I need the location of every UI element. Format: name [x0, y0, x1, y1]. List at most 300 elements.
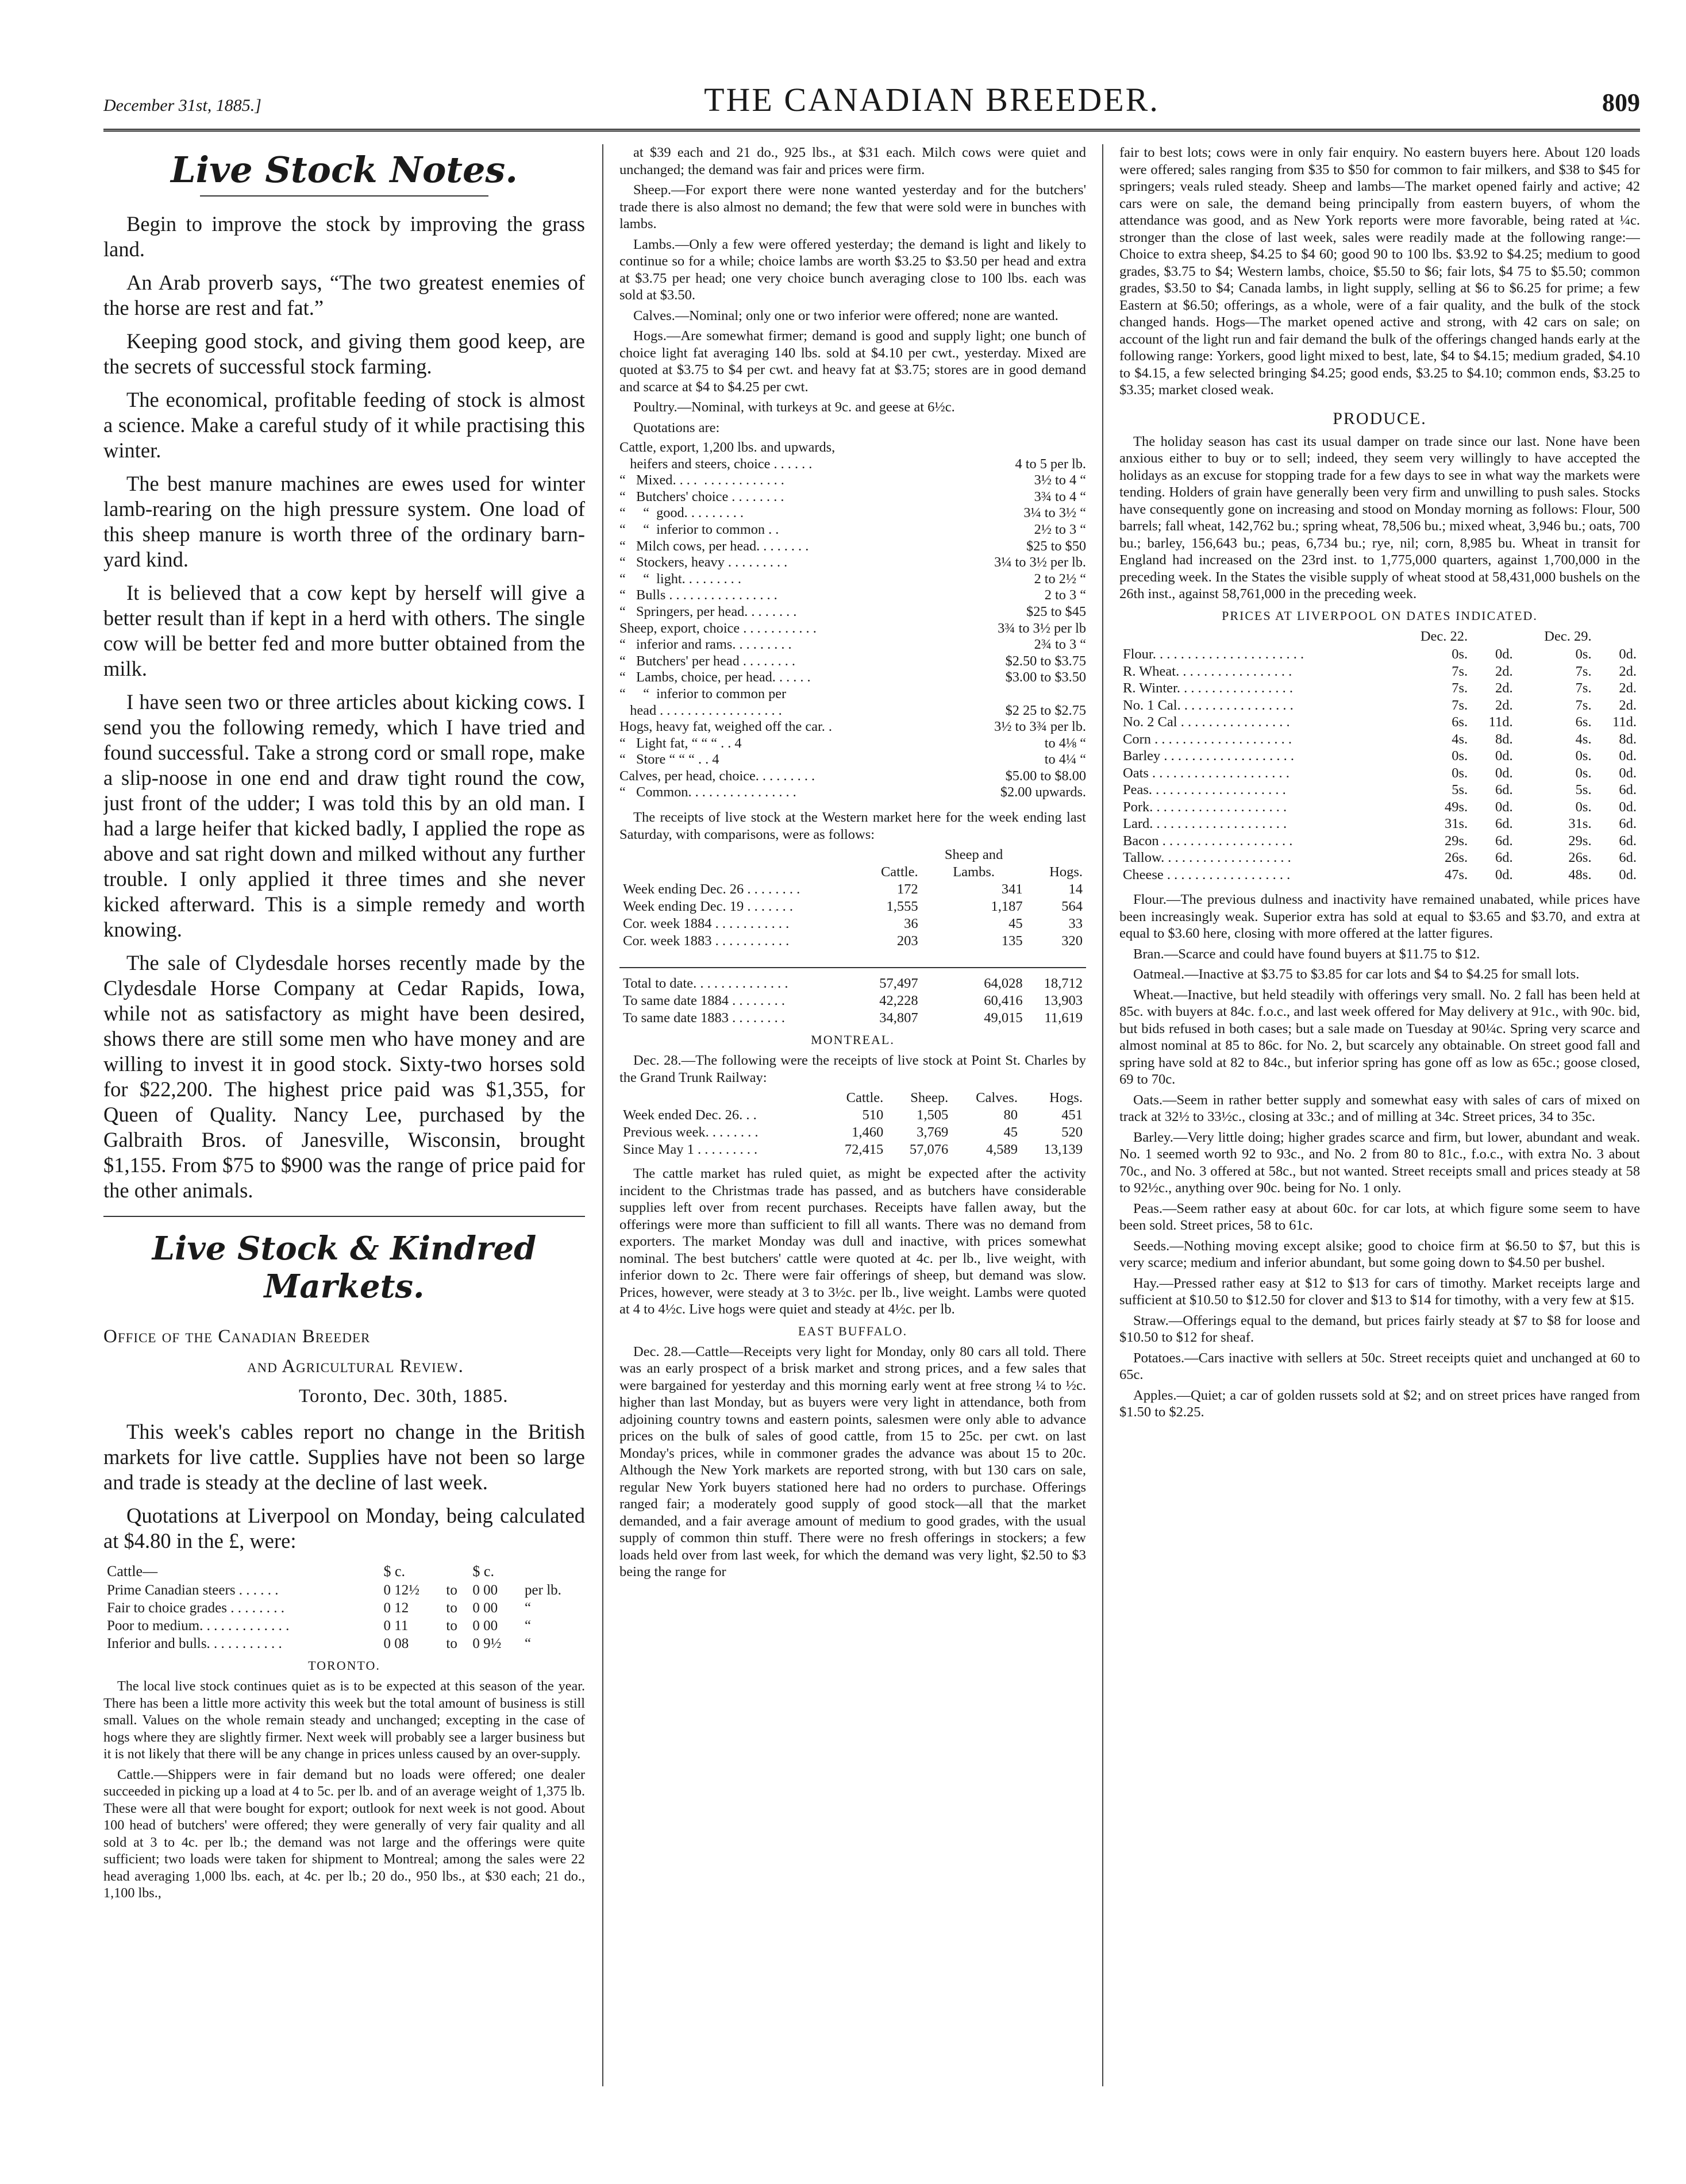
table-cell: 7s. — [1452, 680, 1468, 696]
table-cell: 80 — [1003, 1107, 1018, 1123]
table-cell: 6d. — [1495, 833, 1513, 849]
quote-value: $3.00 to $3.50 — [1005, 669, 1086, 685]
market-paragraph: Barley.—Very little doing; higher grades scarce and firm, but lower, abundant and weak. No. 1 seemed worth 92 to 93c., and No. 2 from 80 to 81c., f.o.c., with extra No. 3 about 70c., and No. 3 offered at 58c., but not wanted. Street receipts small and prices steady at 58 to 92½c., anything over 90c. being for No. 1 only. — [1119, 1129, 1640, 1196]
table-cell: Total to date. . . . . . . . . . . . . . — [619, 968, 861, 992]
table-cell: 203 — [896, 933, 918, 949]
table-cell: 6d. — [1495, 850, 1513, 865]
table-cell: 45 — [1003, 1124, 1018, 1141]
liverpool-cattle-table — [103, 1562, 585, 1653]
quote-line — [619, 621, 1086, 637]
table-header-row — [619, 1089, 1086, 1107]
quote-value: 2½ to 3 “ — [1034, 521, 1086, 537]
table-cell: per lb. — [525, 1582, 561, 1598]
table-cell: 320 — [1061, 933, 1083, 949]
quote-line — [619, 571, 1086, 588]
table-header: $ c. — [472, 1563, 494, 1580]
table-header — [1595, 628, 1640, 646]
quote-value: to 4¼ “ — [1044, 752, 1086, 768]
report-paragraph: fair to best lots; cows were in only fair enquiry. No eastern buyers here. About 120 loads were offered; sales ranging from $35 to $50 for common to fair milkers, and $38 to $45 for springers; veals ruled steady. Sheep and lambs—The market opened fairly and active; 42 cars were on sale, the demand being principally from eastern buyers, of whom the attendance was good, and as New York reports were more favorable, being rated at ¼c. stronger than the close of last week, sales were readily made at the following range:—Choice to extra sheep, $4.25 to $4 60; good 90 to 100 lbs. $3.92 to $4.25; medium to good grades, $3.75 to $4; Western lambs, choice, $5.50 to $6; fair lots, $4 75 to $5.50; common grades, $3.50 to $4; Canada lambs, in light supply, selling at $6 to $6.25 for prime; a few Eastern at $6.50; offerings, as a whole, were of a fair quality, and the bulk of the stock changed hands. Hogs—The market opened active and strong, with 42 cars on sale; on account of the light run and fair demand the bulk of the offerings changed hands early at the following range: Yorkers, good light mixed to best, late, $4 to $4.15; medium graded, $4.10 to $4.15, a few selected bringing $4.25; good ends, $3.25 to $4.10; common ends, $3.25 to $3.35; market closed weak. — [1119, 145, 1640, 398]
table-cell: “ — [525, 1600, 532, 1616]
table-cell: 57,076 — [909, 1142, 949, 1158]
quote-line — [619, 768, 1086, 785]
quote-line — [619, 456, 1086, 473]
table-cell: 29s. — [1445, 833, 1468, 849]
table-header: Sheep. — [910, 1090, 949, 1106]
market-paragraph: Peas.—Seem rather easy at about 60c. for car lots, at which figure some seem to have been sold. Street prices, 58 to 61c. — [1119, 1200, 1640, 1233]
table-cell: R. Wheat. . . . . . . . . . . . . . . . . — [1123, 663, 1292, 679]
table-header: Sheep and Lambs. — [944, 847, 1003, 880]
report-paragraph: Cattle.—Shippers were in fair demand but no loads were offered; one dealer succeeded in picking up a load at 4 to 5c. per lb. and of an average weight of 1,375 lb. These were all that were bought for export; outlook for next week is not good. About 100 head of butchers' were offered; they were generally of very fair quality and all sold at 3 to 4c. per lb.; the demand was not large and the offerings were quite sufficient; two loads were taken for shipment to Montreal; among the sales were 22 head averaging 1,000 lbs. each, at 4c. per lb.; 20 do., 950 lbs., at $30 each; 21 do., 1,100 lbs., — [103, 1766, 585, 1901]
table-cell: 6d. — [1619, 850, 1637, 865]
table-cell: Inferior and bulls. . . . . . . . . . . — [107, 1636, 282, 1651]
table-header: Dec. 22. — [1420, 628, 1468, 644]
table-cell: 45 — [1008, 916, 1023, 932]
note-paragraph: An Arab proverb says, “The two greatest enemies of the horse are rest and fat.” — [103, 271, 585, 319]
table-cell: 49,015 — [984, 1010, 1023, 1026]
table-header — [619, 1089, 822, 1107]
montreal-report: The cattle market has ruled quiet, as might be expected after the activity incident to the Christmas trade has passed, and as butchers have considerable supplies left over from recent purchases. Receipts have fallen away, but the offerings were more than sufficient to fill all wants. There was no demand from exporters. The market Monday was dull and inactive, with prices somewhat nominal. The best butchers' cattle were quoted at 4c. per lb., live weight, with inferior down to 2c. There were fair offerings of sheep, but demand was slow. Prices, however, were steady at 3 to 3½c. per lb., live weight. Lambs were quoted at 4 to 4½c. Live hogs were quiet and steady at 4½c. per lb. — [619, 1166, 1086, 1318]
office-line-2: and Agricultural Review. — [247, 1356, 464, 1377]
table-row — [1119, 815, 1640, 833]
quote-value: 3½ to 4 “ — [1034, 472, 1086, 488]
table-cell: 6d. — [1495, 816, 1513, 831]
table-row — [619, 1124, 1086, 1141]
table-cell: 3,769 — [917, 1124, 949, 1141]
table-cell: 18,712 — [1026, 968, 1086, 992]
table-cell: 7s. — [1575, 680, 1592, 696]
table-cell: 42,228 — [879, 993, 918, 1009]
table-cell: Tallow. . . . . . . . . . . . . . . . . . . — [1123, 850, 1291, 865]
table-row — [619, 1141, 1086, 1158]
table-cell: 1,505 — [917, 1107, 949, 1123]
table-cell: 13,139 — [1044, 1142, 1083, 1158]
table-cell: 135 — [1001, 933, 1023, 949]
table-cell: 8d. — [1619, 731, 1637, 747]
table-cell: 4,589 — [986, 1142, 1018, 1158]
quote-label: “ Store “ “ “ . . 4 — [619, 752, 719, 768]
quote-label: heifers and steers, choice . . . . . . — [619, 456, 813, 472]
table-row — [1119, 663, 1640, 680]
market-paragraph: Oatmeal.—Inactive at $3.75 to $3.85 for car lots and $4 to $4.25 for small lots. — [1133, 966, 1580, 982]
quote-value — [960, 686, 1086, 703]
quote-label: “ “ good. . . . . . . . . — [619, 505, 744, 521]
masthead-title: THE CANADIAN BREEDER. — [704, 81, 1160, 118]
table-cell: 34,807 — [879, 1010, 918, 1026]
table-cell: 7s. — [1452, 697, 1468, 713]
table-cell: 0d. — [1495, 646, 1513, 662]
table-cell: 0 00 — [472, 1582, 498, 1598]
quote-value: $25 to $45 — [1026, 603, 1086, 619]
live-stock-notes-heading: Live Stock Notes. — [171, 149, 518, 191]
table-cell: 7s. — [1575, 697, 1592, 713]
quote-value — [960, 440, 1086, 456]
quote-line — [619, 604, 1086, 621]
table-cell: 2d. — [1495, 663, 1513, 679]
table-row — [619, 898, 1086, 915]
quote-label: head . . . . . . . . . . . . . . . . . . — [619, 702, 782, 718]
table-cell: 11d. — [1488, 714, 1513, 730]
table-cell: 2d. — [1495, 680, 1513, 696]
table-cell: Cor. week 1884 . . . . . . . . . . . — [623, 916, 790, 932]
quote-value: $25 to $50 — [1026, 538, 1086, 554]
table-cell: 5s. — [1452, 782, 1468, 798]
east-buffalo-report: Dec. 28.—Cattle—Receipts very light for Monday, only 80 cars all told. There was an early prospect of a brisk market and strong prices, and a few sales that were bargained for yesterday and this morning early went at free strong ¼ to ½c. higher than last Monday, but as buyers were very light in attendance, both from adjoining country towns and eastern points, salesmen were only able to advance prices on the bulk of sales of good cattle, from 15 to 25c. per cwt. on last Monday's prices, while in commoner grades the advance was about 15 to 20c. Although the New York markets are reported strong, with but 130 cars on sale, regular New York buyers stationed here had no orders to purchase. Offerings ranged fair; a moderately good supply of good stock—all that the market demanded, and a fair average amount of medium to good grades, with the usual supply of common thin stuff. There were no fresh offerings in stockers; a few loads held over from last week, for which the demand was very light, $2.50 to $3 being the range for — [619, 1343, 1086, 1580]
quote-line — [619, 703, 1086, 719]
table-cell: Poor to medium. . . . . . . . . . . . . — [107, 1618, 290, 1634]
report-paragraph: at $39 each and 21 do., 925 lbs., at $31 each. Milch cows were quiet and unchanged; the demand was fair and prices were firm. — [619, 145, 1086, 178]
quote-label: “ Light fat, “ “ “ . . 4 — [619, 735, 742, 751]
table-cell: 0 00 — [472, 1618, 498, 1634]
quote-label: Sheep, export, choice . . . . . . . . . . . — [619, 620, 817, 636]
header-date: December 31st, 1885.] — [103, 96, 261, 115]
table-row — [619, 915, 1086, 933]
table-cell: 6d. — [1619, 833, 1637, 849]
quote-line — [619, 669, 1086, 686]
produce-report: The holiday season has cast its usual damper on trade since our last. None have been anxious either to buy or to sell; indeed, they seem very willingly to have accepted the holidays as an excuse for stopping trade for a few days to see in what way the markets were tending. Holders of grain have generally been very firm and unwilling to push sales. Stocks have consequently gone on increasing and stood on Monday morning as follows: Flour, 500 barrels; fall wheat, 142,762 bu.; spring wheat, 78,506 bu.; mixed wheat, 3,946 bu.; oats, 700 bu.; barley, 156,643 bu.; peas, 6,734 bu.; rye, nil; corn, 8,985 bu. Wheat in transit for England had increased on the 23rd inst. to 1,775,000 quarters, against 1,700,000 in the preceding week. In the States the visible supply of wheat stood at 58,431,000 bushels on the 26th inst., against 58,761,000 in the preceding week. — [1119, 433, 1640, 602]
produce-heading: PRODUCE. — [1333, 409, 1427, 428]
quote-value: 2 to 3 “ — [1044, 587, 1086, 603]
quote-line — [619, 784, 1086, 801]
intro-paragraph: This week's cables report no change in the British markets for live cattle. Supplies have not been so large and trade is steady at the decline of last week. — [103, 1420, 585, 1494]
table-row — [619, 933, 1086, 950]
table-cell: Cheese . . . . . . . . . . . . . . . . . . — [1123, 866, 1291, 883]
quote-line — [619, 440, 1086, 456]
quote-label: “ Butchers' per head . . . . . . . . — [619, 653, 795, 669]
liverpool-prices-heading: PRICES AT LIVERPOOL ON DATES INDICATED. — [1222, 608, 1538, 623]
quote-value: 3¼ to 3½ per lb. — [994, 554, 1086, 571]
market-paragraph: Hay.—Pressed rather easy at $12 to $13 for cars of timothy. Market receipts large and sufficient at $10.50 to $12.50 for clover and $13 to $14 for timothy, with a very few at $15. — [1119, 1275, 1640, 1308]
intro-paragraph: Quotations at Liverpool on Monday, being calculated at $4.80 in the £, were: — [103, 1504, 585, 1553]
live-stock-notes — [103, 211, 585, 1203]
table-cell: 4s. — [1575, 731, 1592, 747]
table-row — [1119, 697, 1640, 714]
table-row — [1119, 748, 1640, 765]
table-header: Hogs. — [1049, 1090, 1083, 1106]
table-cell: Flour. . . . . . . . . . . . . . . . . . . . . . — [1123, 646, 1304, 662]
toronto-quotations — [619, 440, 1086, 801]
table-cell: “ — [525, 1618, 532, 1634]
table-cell: 0s. — [1575, 646, 1592, 662]
quote-line — [619, 489, 1086, 506]
table-cell: No. 1 Cal. . . . . . . . . . . . . . . . . — [1123, 697, 1294, 713]
table-cell: 31s. — [1445, 816, 1468, 831]
table-cell: 4s. — [1452, 731, 1468, 747]
table-row — [103, 1635, 585, 1653]
table-cell: 57,497 — [861, 968, 921, 992]
table-cell: 0s. — [1452, 646, 1468, 662]
table-cell: 1,555 — [886, 899, 918, 915]
report-paragraph: The local live stock continues quiet as is to be expected at this season of the year. There has been a little more activity this week but the total amount of business is still small. Values on the whole remain steady and unchanged; excepting in the case of hogs where they are slightly firmer. Next week will probably see a larger business but it is not likely that there will be any change in prices unless caused by an over-supply. — [103, 1678, 585, 1762]
table-cell: 7s. — [1575, 663, 1592, 679]
report-paragraph: Sheep.—For export there were none wanted yesterday and for the butchers' trade there is also almost no demand; the few that were sold were in bunches with lambs. — [619, 182, 1086, 232]
table-row — [1119, 799, 1640, 816]
quote-value: $2.00 upwards. — [1000, 784, 1086, 800]
table-cell: To same date 1883 . . . . . . . . — [623, 1010, 786, 1026]
table-cell: 0d. — [1495, 799, 1513, 815]
report-paragraph: Calves.—Nominal; only one or two inferior were offered; none are wanted. — [633, 307, 1058, 323]
table-cell: 2d. — [1619, 680, 1637, 696]
quote-line — [619, 735, 1086, 752]
table-cell: 2d. — [1619, 697, 1637, 713]
table-cell: Week ending Dec. 19 . . . . . . . — [623, 899, 794, 915]
table-cell: 0s. — [1452, 748, 1468, 764]
heading-rule — [200, 195, 489, 197]
section-rule — [103, 1216, 585, 1217]
montreal-intro: Dec. 28.—The following were the receipts of live stock at Point St. Charles by the Grand Trunk Railway: — [619, 1053, 1086, 1085]
quote-line — [619, 719, 1086, 735]
table-header: Hogs. — [1049, 864, 1083, 880]
table-header — [442, 1562, 469, 1581]
table-cell: 36 — [904, 916, 918, 932]
table-cell: 564 — [1061, 899, 1083, 915]
table-cell: 0s. — [1575, 765, 1592, 781]
table-header-row — [1119, 628, 1640, 646]
quote-label: “ inferior and rams. . . . . . . . . — [619, 637, 792, 653]
table-cell: 172 — [896, 881, 918, 898]
table-cell: to — [446, 1618, 457, 1634]
quote-label: Hogs, heavy fat, weighed off the car. . — [619, 719, 832, 735]
table-cell: 0 9½ — [472, 1636, 502, 1651]
table-header-row — [619, 846, 1086, 881]
table-cell: To same date 1884 . . . . . . . . — [623, 993, 786, 1009]
table-cell: Lard. . . . . . . . . . . . . . . . . . . . — [1123, 816, 1287, 831]
table-cell: 6d. — [1619, 816, 1637, 831]
table-row — [1119, 714, 1640, 731]
table-cell: 72,415 — [844, 1142, 884, 1158]
quote-line — [619, 538, 1086, 555]
column-3 — [1103, 144, 1640, 2086]
table-cell: 0 12 — [383, 1600, 409, 1616]
table-cell: Pork. . . . . . . . . . . . . . . . . . . . — [1123, 799, 1287, 815]
table-header: Dec. 29. — [1544, 628, 1592, 644]
markets-heading: Live Stock & Kindred Markets. — [152, 1230, 537, 1305]
table-row — [1119, 849, 1640, 866]
note-paragraph: The economical, profitable feeding of stock is almost a science. Make a careful study of it while practising this winter. — [103, 388, 585, 462]
table-row — [1119, 646, 1640, 663]
table-header — [1471, 628, 1516, 646]
quote-label: “ Springers, per head. . . . . . . . — [619, 603, 797, 619]
table-row — [1119, 680, 1640, 697]
report-paragraph: Lambs.—Only a few were offered yesterday; the demand is light and likely to continue so for a while; choice lambs are worth $3.25 to $3.50 per head and extra at $3.75 per head; one very choice bunch averaging close to 100 lbs. each was sold at $3.50. — [619, 236, 1086, 303]
note-paragraph: It is believed that a cow kept by herself will give a better result than if kept in a herd with others. The single cow will be better fed and more butter obtained from the milk. — [103, 581, 585, 680]
table-row — [1119, 765, 1640, 782]
table-cell: 451 — [1061, 1107, 1083, 1123]
table-row — [103, 1617, 585, 1635]
table-cell: 510 — [862, 1107, 884, 1123]
table-header: Calves. — [976, 1090, 1018, 1106]
table-cell: 0d. — [1619, 866, 1637, 883]
quote-value: 3¼ to 3½ “ — [1023, 505, 1086, 521]
quote-label: “ “ light. . . . . . . . . — [619, 571, 741, 587]
note-paragraph: The best manure machines are ewes used for winter lamb-rearing on the high pressure system. One load of this sheep manure is worth three of the ordinary barn-yard kind. — [103, 472, 585, 571]
table-cell: 60,416 — [984, 993, 1023, 1009]
quote-value: 3¾ to 3½ per lb — [998, 620, 1086, 636]
table-cell: Oats . . . . . . . . . . . . . . . . . . . . — [1123, 765, 1289, 781]
montreal-receipts-table — [619, 1089, 1086, 1158]
table-cell: 520 — [1061, 1124, 1083, 1141]
quote-value: $5.00 to $8.00 — [1005, 768, 1086, 784]
table-cell: 0s. — [1575, 799, 1592, 815]
quote-label: “ Milch cows, per head. . . . . . . . — [619, 538, 809, 554]
liverpool-prices-table — [1119, 628, 1640, 884]
quote-line — [619, 505, 1086, 522]
table-cell: 47s. — [1445, 866, 1468, 883]
report-paragraph: Hogs.—Are somewhat firmer; demand is good and supply light; one bunch of choice light fat averaging 140 lbs. sold at $4.10 per cwt., yesterday. Mixed are quoted at $3.75 to $4 per cwt. and heavy fat at $3.75; stores are in good demand and scarce at $4 to $4.25 per cwt. — [619, 328, 1086, 395]
market-paragraph: Potatoes.—Cars inactive with sellers at 50c. Street receipts quiet and unchanged at 60 to 65c. — [1119, 1350, 1640, 1382]
table-cell: Peas. . . . . . . . . . . . . . . . . . . . — [1123, 782, 1286, 798]
table-cell: Week ended Dec. 26. . . — [623, 1107, 757, 1123]
toronto-report — [103, 1678, 585, 1902]
market-paragraph: Seeds.—Nothing moving except alsike; good to choice firm at $6.50 to $7, but this is very scarce; medium and inferior abundant, but some going down to $4.50 per bushel. — [1119, 1238, 1640, 1270]
note-paragraph: The sale of Clydesdale horses recently made by the Clydesdale Horse Company at Cedar Rapids, Iowa, while not as satisfactory as might have been desired, shows there are still some men who have money and are willing to invest it in good stock. Sixty-two horses sold for $22,200. The highest price paid was $1,355, for Queen of Quality. Nancy Lee, purchased by the Galbraith Bros. of Janesville, Wisconsin, brought $1,155. From $75 to $900 was the range of price paid for the other animals. — [103, 951, 585, 1202]
quote-label: “ “ inferior to common per — [619, 685, 787, 702]
quote-line — [619, 554, 1086, 571]
table-cell: 33 — [1068, 916, 1083, 932]
table-cell: 29s. — [1568, 833, 1592, 849]
table-row — [619, 968, 1086, 992]
note-paragraph: I have seen two or three articles about kicking cows. I send you the following remedy, which I have tried and found successful. Take a strong cord or small rope, make a slip-noose in one end and draw tight round the cow, just front of the udder; I was told this by an old man. I had a large heifer that kicked badly, I applied the rope as above and sat right down and milked without any further trouble. I only applied it three times and she never kicked afterward. This is a simple remedy and worth knowing. — [103, 690, 585, 941]
table-cell: 0d. — [1619, 748, 1637, 764]
table-cell: Week ending Dec. 26 . . . . . . . . — [623, 881, 800, 898]
quote-label: “ Lambs, choice, per head. . . . . . — [619, 669, 811, 685]
quote-line — [619, 637, 1086, 653]
east-buffalo-heading: EAST BUFFALO. — [798, 1323, 908, 1338]
table-cell: 13,903 — [1044, 993, 1083, 1009]
market-paragraph: Bran.—Scarce and could have found buyers at $11.75 to $12. — [1133, 946, 1480, 962]
quote-label: “ Butchers' choice . . . . . . . . — [619, 488, 784, 504]
quote-label: Calves, per head, choice. . . . . . . . . — [619, 768, 815, 784]
table-cell: Corn . . . . . . . . . . . . . . . . . . . . — [1123, 731, 1292, 747]
table-cell: 341 — [1001, 881, 1023, 898]
quote-value: 2¾ to 3 “ — [1034, 637, 1086, 653]
table-cell: 48s. — [1568, 866, 1592, 883]
table-cell: 0d. — [1495, 748, 1513, 764]
table-row — [103, 1599, 585, 1617]
table-cell: 0d. — [1495, 765, 1513, 781]
table-cell: 14 — [1068, 881, 1083, 898]
table-cell: 5s. — [1575, 782, 1592, 798]
table-cell: 0 11 — [383, 1618, 409, 1634]
office-line-3: Toronto, Dec. 30th, 1885. — [299, 1386, 509, 1407]
report-paragraph: Poultry.—Nominal, with turkeys at 9c. and geese at 6½c. — [633, 399, 955, 415]
table-row — [619, 950, 1086, 968]
table-cell: 0 00 — [472, 1600, 498, 1616]
table-cell: 0d. — [1619, 646, 1637, 662]
page-number: 809 — [1602, 88, 1640, 117]
columns — [103, 144, 1640, 2086]
quotations-label: Quotations are: — [633, 419, 720, 436]
table-cell: Prime Canadian steers . . . . . . — [107, 1582, 279, 1598]
market-paragraph: Straw.—Offerings equal to the demand, but prices fairly steady at $7 to $8 for loose and $10.50 to $12 for sheaf. — [1119, 1312, 1640, 1345]
table-cell: Previous week. . . . . . . . — [623, 1124, 759, 1141]
note-paragraph: Begin to improve the stock by improving the grass land. — [103, 212, 585, 261]
quote-label: Cattle, export, 1,200 lbs. and upwards, — [619, 440, 836, 455]
table-cell: 7s. — [1452, 663, 1468, 679]
table-cell: 6d. — [1619, 782, 1637, 798]
column-2 — [603, 144, 1103, 2086]
quote-label: “ Bulls . . . . . . . . . . . . . . . . — [619, 587, 777, 603]
table-cell: Fair to choice grades . . . . . . . . — [107, 1600, 284, 1616]
table-cell: 6d. — [1495, 782, 1513, 798]
table-header: $ c. — [383, 1563, 406, 1580]
table-cell: 49s. — [1445, 799, 1468, 815]
table-cell: 11d. — [1612, 714, 1637, 730]
table-header — [1119, 628, 1392, 646]
table-row — [1119, 866, 1640, 884]
montreal-heading: MONTREAL. — [811, 1033, 895, 1047]
note-paragraph: Keeping good stock, and giving them good keep, are the secrets of successful stock farming. — [103, 329, 585, 378]
market-paragraph: Flour.—The previous dulness and inactivity have remained unabated, while prices have been increasingly weak. Superior extra has sold at equal to $3.65 and $3.70, and extra at equal to $3.60 here, closing with more offered at the latter figures. — [1119, 892, 1640, 941]
table-row — [619, 992, 1086, 1010]
table-row — [1119, 731, 1640, 748]
table-cell: to — [446, 1600, 457, 1616]
quote-line — [619, 472, 1086, 489]
toronto-heading: TORONTO. — [308, 1658, 380, 1673]
table-cell: to — [446, 1582, 457, 1598]
western-receipts-table — [619, 846, 1086, 1027]
table-cell: 2d. — [1495, 697, 1513, 713]
table-cell: 1,187 — [991, 899, 1023, 915]
table-cell: “ — [525, 1636, 532, 1651]
table-row — [619, 1107, 1086, 1124]
table-cell: 0 12½ — [383, 1582, 420, 1598]
table-cell: 0s. — [1452, 765, 1468, 781]
table-cell: 31s. — [1568, 816, 1592, 831]
quote-line — [619, 587, 1086, 604]
quote-value: 3½ to 3¾ per lb. — [994, 719, 1086, 735]
table-cell: 0d. — [1495, 866, 1513, 883]
market-paragraph: Oats.—Seem in rather better supply and somewhat easy with sales of cars of mixed on track at 32½ to 33½c., closing at 33c.; and of milling at 34c. Street prices, 34 to 35c. — [1119, 1092, 1640, 1124]
quote-label: “ Common. . . . . . . . . . . . . . . . — [619, 784, 796, 800]
office-line-1: Office of the Canadian Breeder — [103, 1326, 371, 1347]
office-dateline — [103, 1322, 585, 1411]
table-header — [619, 846, 861, 881]
table-cell: 0s. — [1575, 748, 1592, 764]
table-cell: 64,028 — [922, 968, 1026, 992]
table-cell: 26s. — [1445, 850, 1468, 865]
table-header-row — [103, 1562, 585, 1581]
market-paragraph: Wheat.—Inactive, but held steadily with offerings very small. No. 2 fall has been held at 85c. with buyers at 84c. f.o.c., and last week offered for May delivery at 91c., with 90c. bid, but bids refused in both cases; but a sale made on Tuesday at 90¼c. Spring very scarce and almost nominal at 85 to 86c. for No. 2, but scarcely any obtainable. On street good fall and spring have sold at 82 to 84c., but inferior spring has gone off as low as 65c.; goose closed, 69 to 70c. — [1119, 987, 1640, 1087]
quote-line — [619, 752, 1086, 768]
quote-value: to 4⅛ “ — [1044, 735, 1086, 751]
quote-value: 3¾ to 4 “ — [1034, 488, 1086, 504]
table-row — [1119, 833, 1640, 850]
market-paragraph: Apples.—Quiet; a car of golden russets sold at $2; and on street prices have ranged from $1.50 to $2.25. — [1119, 1387, 1640, 1420]
page-header — [103, 80, 1640, 121]
table-cell: 11,619 — [1044, 1010, 1083, 1026]
table-header: Cattle— — [107, 1563, 158, 1580]
quote-label: “ Mixed. . . . . . . . . . . . . . . . — [619, 472, 784, 488]
table-cell: Barley . . . . . . . . . . . . . . . . . . . — [1123, 748, 1295, 764]
table-cell: Since May 1 . . . . . . . . . — [623, 1142, 758, 1158]
table-row — [619, 1010, 1086, 1027]
table-cell: 8d. — [1495, 731, 1513, 747]
table-cell: 0d. — [1619, 765, 1637, 781]
table-cell: Cor. week 1883 . . . . . . . . . . . — [623, 933, 790, 949]
table-row — [1119, 781, 1640, 799]
table-header — [521, 1562, 585, 1581]
table-cell: to — [446, 1636, 457, 1651]
quote-value: 2 to 2½ “ — [1034, 571, 1086, 587]
quote-label: “ Stockers, heavy . . . . . . . . . — [619, 554, 788, 571]
table-cell: 26s. — [1568, 850, 1592, 865]
table-header: Cattle. — [880, 864, 918, 880]
quote-line — [619, 686, 1086, 703]
table-cell: Bacon . . . . . . . . . . . . . . . . . . . — [1123, 833, 1293, 849]
table-cell: 2d. — [1619, 663, 1637, 679]
table-cell: 6s. — [1575, 714, 1592, 730]
table-cell: R. Winter. . . . . . . . . . . . . . . . . — [1123, 680, 1293, 696]
